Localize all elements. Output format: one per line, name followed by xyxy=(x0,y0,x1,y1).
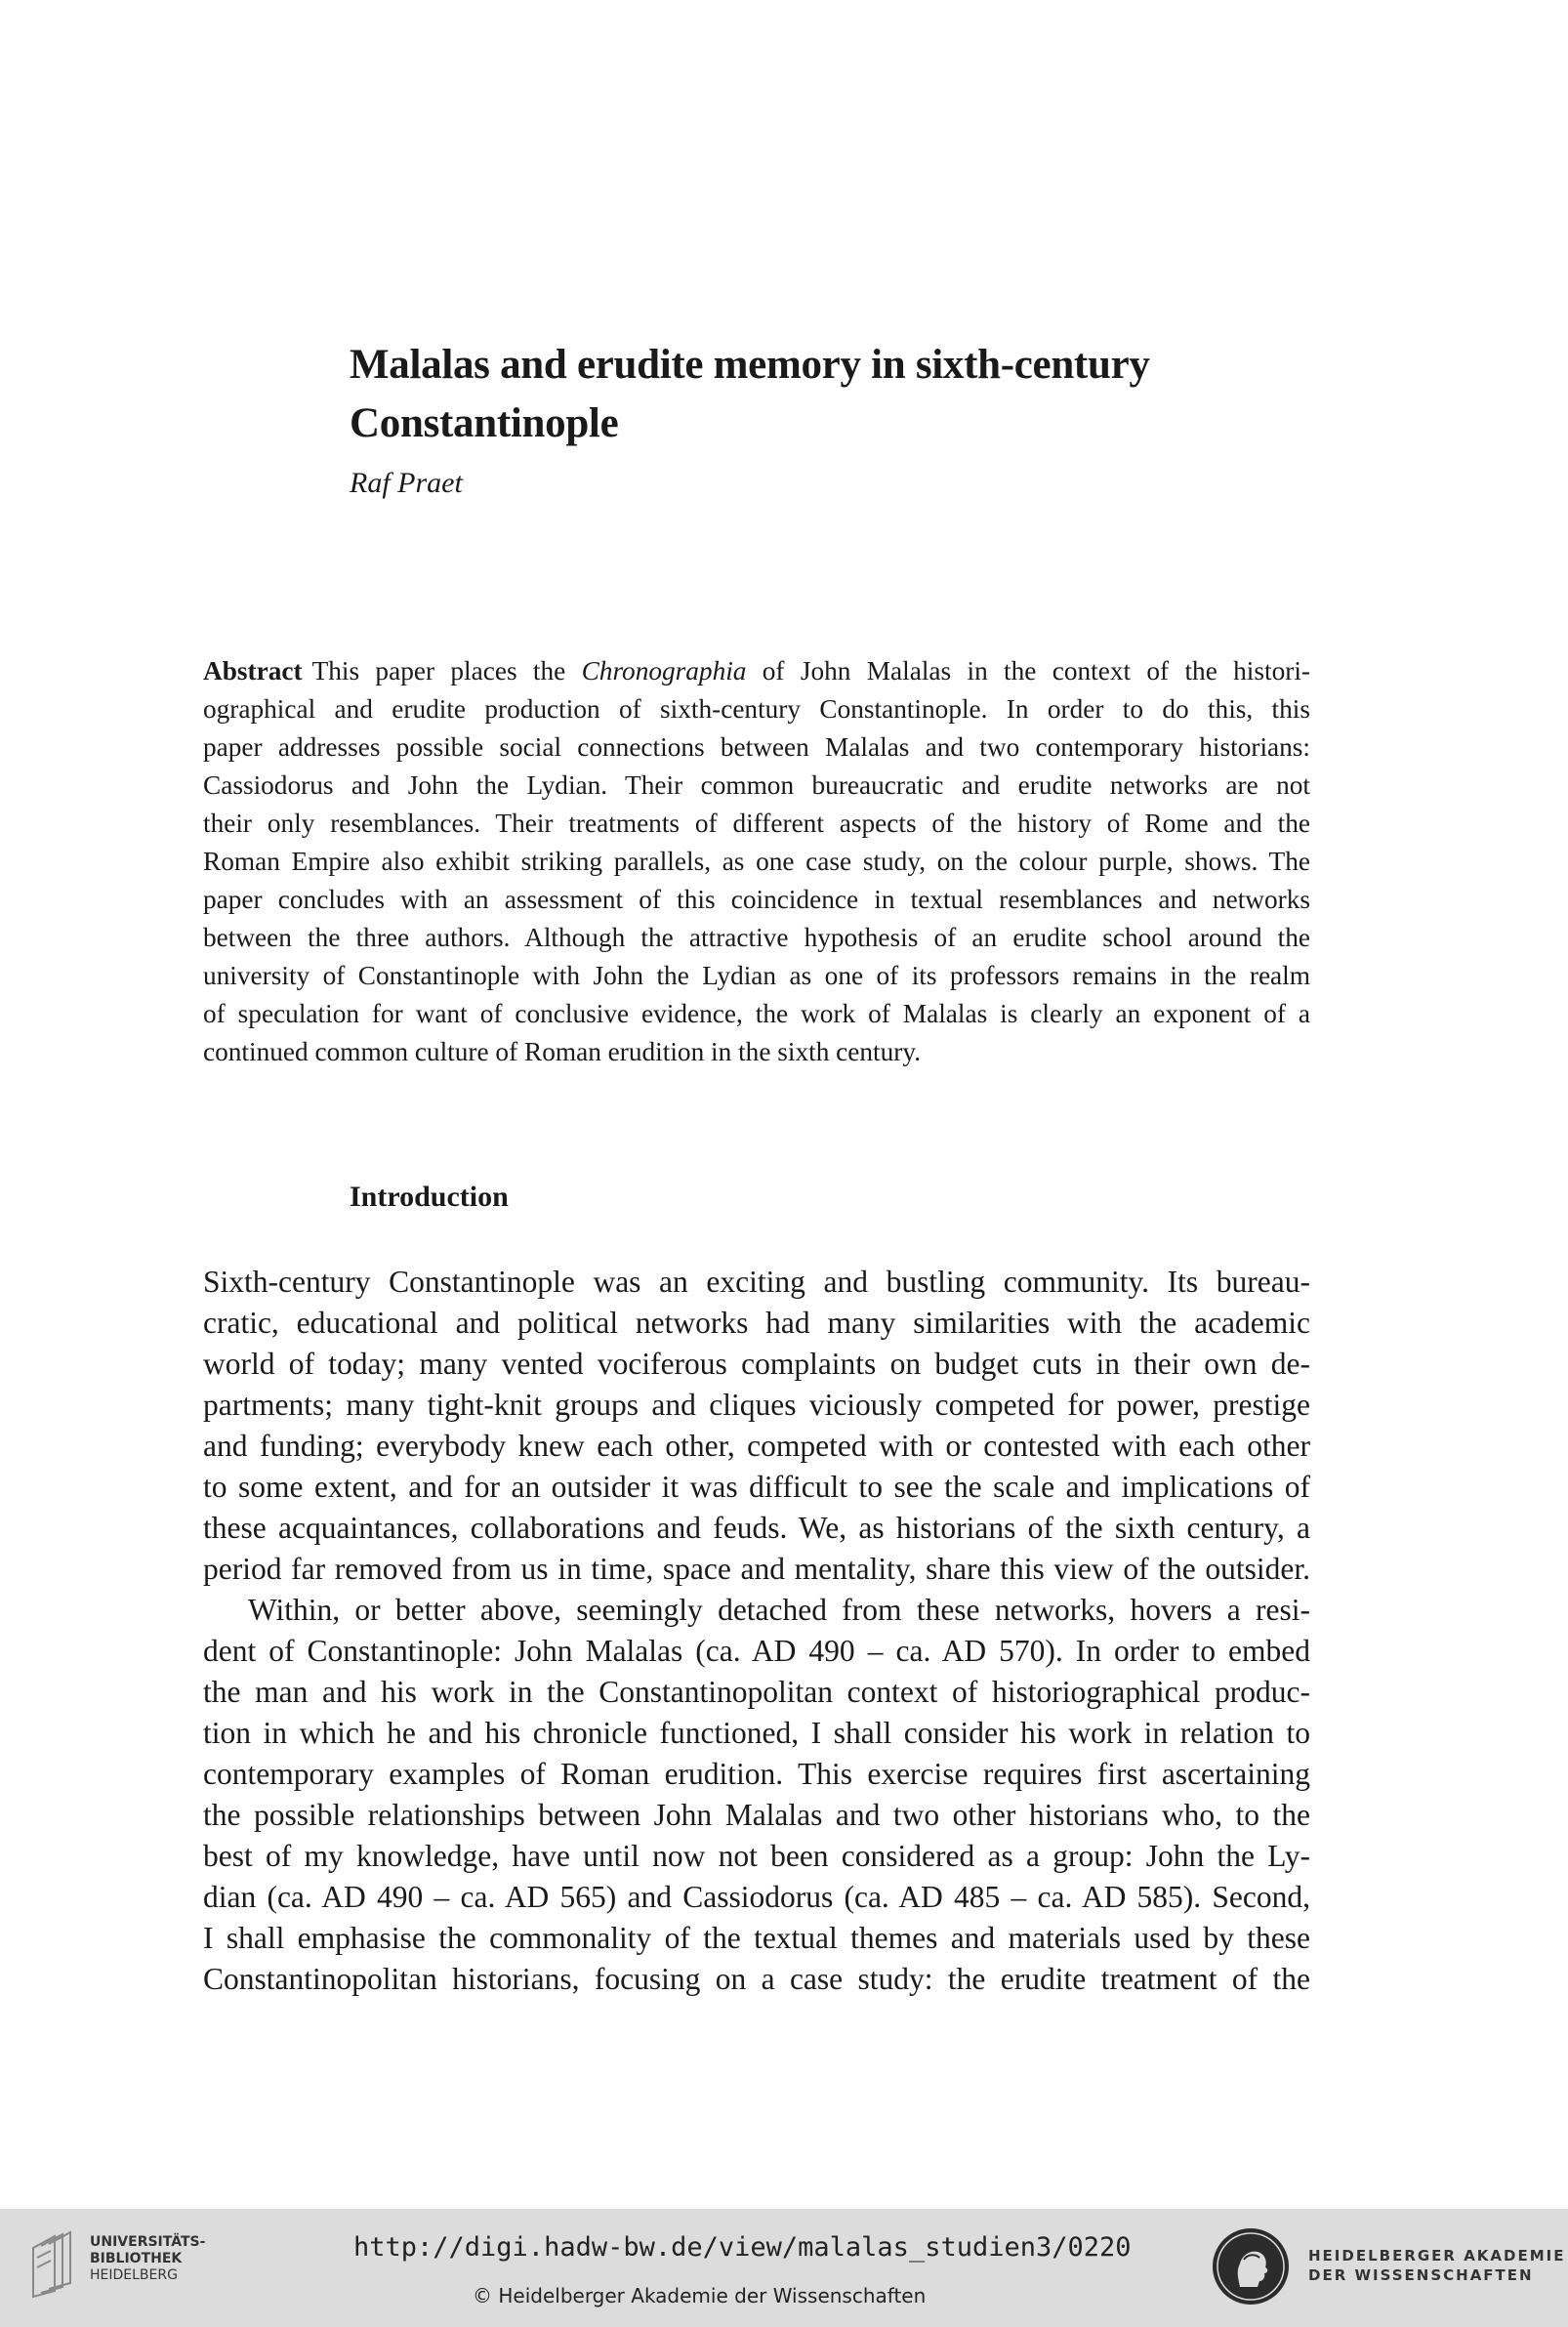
abstract-line: their only resemblances. Their treatments of different aspects of the history of Rome and the xyxy=(203,809,1310,838)
book-stack-icon xyxy=(25,2228,88,2299)
academy-logo-text[interactable]: HEIDELBERGER AKADEMIE DER WISSENSCHAFTEN xyxy=(1308,2247,1566,2284)
abstract-line: Cassiodorus and John the Lydian. Their common bureaucratic and erudite networks are not xyxy=(203,770,1310,800)
body-line: contemporary examples of Roman erudition. This exercise requires first ascertaining xyxy=(203,1757,1310,1791)
university-library-logo-text[interactable]: UNIVERSITÄTS- BIBLIOTHEK HEIDELBERG xyxy=(90,2234,206,2283)
title-line-1: Malalas and erudite memory in sixth-century xyxy=(350,342,1150,388)
copyright-notice: © Heidelberger Akademie der Wissenschaften xyxy=(473,2284,927,2307)
body-line: to some extent, and for an outsider it was difficult to see the scale and implications of xyxy=(203,1470,1310,1504)
abstract-line: Abstract This paper places the Chronographia of John Malalas in the context of the histori- xyxy=(203,656,1310,686)
body-text xyxy=(203,1262,1310,2000)
body-line: cratic, educational and political networks had many similarities with the academic xyxy=(203,1306,1310,1340)
body-line: dent of Constantinople: John Malalas (ca. AD 490 – ca. AD 570). In order to embed xyxy=(203,1634,1310,1668)
body-line: period far removed from us in time, space and mentality, share this view of the outsider. xyxy=(203,1552,1310,1586)
source-url-link[interactable]: http://digi.hadw-bw.de/view/malalas_studien3/0220 xyxy=(353,2232,1132,2263)
body-line: I shall emphasise the commonality of the textual themes and materials used by these xyxy=(203,1921,1310,1955)
title-line-2: Constantinople xyxy=(350,400,619,446)
abstract-line: between the three authors. Although the attractive hypothesis of an erudite school around the xyxy=(203,923,1310,952)
body-line: Within, or better above, seemingly detached from these networks, hovers a resi- xyxy=(248,1593,1310,1627)
abstract-line: Roman Empire also exhibit striking parallels, as one case study, on the colour purple, shows. The xyxy=(203,847,1310,876)
abstract-line: ographical and erudite production of sixth-century Constantinople. In order to do this, this xyxy=(203,694,1310,724)
profile-head-seal-icon xyxy=(1211,2226,1291,2306)
abstract-label: Abstract xyxy=(203,656,303,686)
body-line: Sixth-century Constantinople was an exciting and bustling community. Its bureau- xyxy=(203,1265,1310,1299)
body-line: the man and his work in the Constantinopolitan context of historiographical produc- xyxy=(203,1675,1310,1709)
body-line: best of my knowledge, have until now not been considered as a group: John the Ly- xyxy=(203,1839,1310,1873)
body-line: the possible relationships between John Malalas and two other historians who, to the xyxy=(203,1798,1310,1832)
abstract-block xyxy=(203,652,1310,1071)
body-line: world of today; many vented vociferous complaints on budget cuts in their own de- xyxy=(203,1347,1310,1381)
abstract-line: paper concludes with an assessment of this coincidence in textual resemblances and networks xyxy=(203,885,1310,914)
body-line: Constantinopolitan historians, focusing on a case study: the erudite treatment of the xyxy=(203,1962,1310,1996)
footer-bar xyxy=(0,2209,1568,2327)
paper-title xyxy=(350,336,1326,453)
body-line: these acquaintances, collaborations and feuds. We, as historians of the sixth century, a xyxy=(203,1511,1310,1545)
author-name: Raf Praet xyxy=(350,467,463,499)
body-line: and funding; everybody knew each other, competed with or contested with each other xyxy=(203,1429,1310,1463)
abstract-line: paper addresses possible social connections between Malalas and two contemporary historians: xyxy=(203,732,1310,762)
abstract-line: continued common culture of Roman erudition in the sixth century. xyxy=(203,1037,922,1066)
body-line: partments; many tight-knit groups and cliques viciously competed for power, prestige xyxy=(203,1388,1310,1422)
body-line: tion in which he and his chronicle functioned, I shall consider his work in relation to xyxy=(203,1716,1310,1750)
abstract-line: of speculation for want of conclusive evidence, the work of Malalas is clearly an exponent of a xyxy=(203,999,1310,1028)
body-line: dian (ca. AD 490 – ca. AD 565) and Cassiodorus (ca. AD 485 – ca. AD 585). Second, xyxy=(203,1880,1310,1914)
work-title: Chronographia xyxy=(581,656,747,686)
section-heading: Introduction xyxy=(350,1181,509,1213)
abstract-line: university of Constantinople with John the Lydian as one of its professors remains in the realm xyxy=(203,961,1310,990)
